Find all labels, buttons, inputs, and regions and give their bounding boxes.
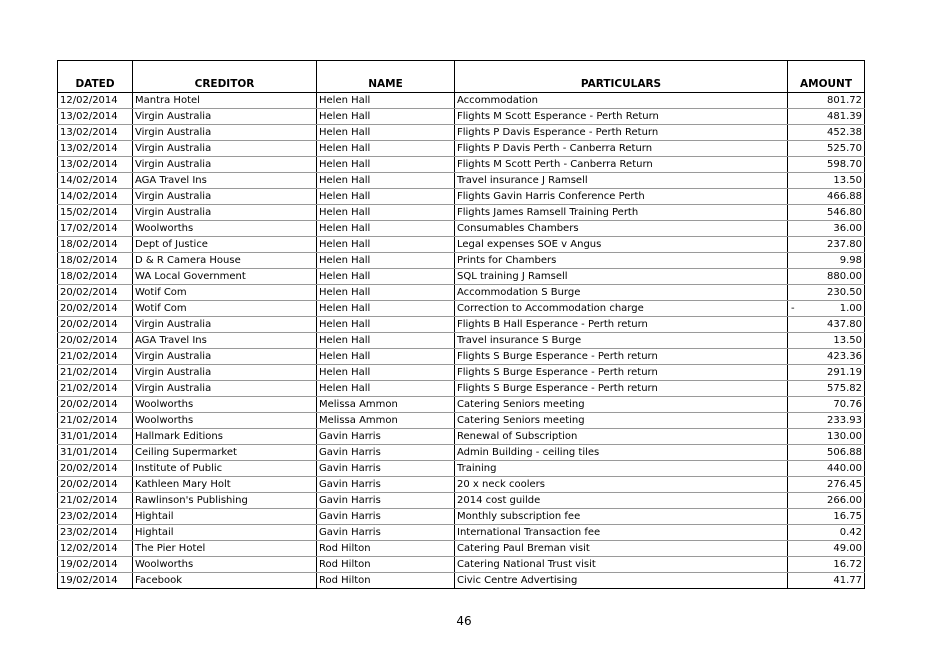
- cell-particulars: Flights S Burge Esperance - Perth return: [455, 349, 788, 365]
- creditor-payments-table: [57, 60, 865, 589]
- table-row: [58, 461, 865, 477]
- cell-name: Gavin Harris: [317, 429, 455, 445]
- cell-amount: [788, 461, 865, 477]
- cell-amount: [788, 525, 865, 541]
- table-row: [58, 285, 865, 301]
- amount-value: 16.72: [833, 559, 862, 570]
- cell-amount: [788, 285, 865, 301]
- cell-name: Rod Hilton: [317, 573, 455, 589]
- amount-value: 16.75: [833, 511, 862, 522]
- cell-dated: 12/02/2014: [58, 93, 133, 109]
- amount-value: 13.50: [833, 175, 862, 186]
- cell-name: Helen Hall: [317, 173, 455, 189]
- cell-particulars: Flights S Burge Esperance - Perth return: [455, 381, 788, 397]
- cell-name: Helen Hall: [317, 285, 455, 301]
- table-row: [58, 413, 865, 429]
- negative-sign: -: [791, 303, 795, 314]
- amount-value: 36.00: [833, 223, 862, 234]
- cell-name: Helen Hall: [317, 317, 455, 333]
- cell-name: Helen Hall: [317, 365, 455, 381]
- cell-creditor: Hallmark Editions: [133, 429, 317, 445]
- amount-value: 276.45: [827, 479, 862, 490]
- table-row: [58, 365, 865, 381]
- cell-dated: 20/02/2014: [58, 477, 133, 493]
- cell-name: Helen Hall: [317, 253, 455, 269]
- cell-amount: [788, 381, 865, 397]
- amount-value: 233.93: [827, 415, 862, 426]
- cell-name: Melissa Ammon: [317, 413, 455, 429]
- cell-amount: [788, 125, 865, 141]
- cell-amount: [788, 365, 865, 381]
- cell-creditor: Ceiling Supermarket: [133, 445, 317, 461]
- cell-particulars: Civic Centre Advertising: [455, 573, 788, 589]
- table-row: [58, 301, 865, 317]
- cell-dated: 19/02/2014: [58, 557, 133, 573]
- amount-value: 13.50: [833, 335, 862, 346]
- table-row: [58, 349, 865, 365]
- cell-creditor: AGA Travel Ins: [133, 333, 317, 349]
- cell-name: Helen Hall: [317, 109, 455, 125]
- cell-creditor: Virgin Australia: [133, 157, 317, 173]
- cell-creditor: Virgin Australia: [133, 381, 317, 397]
- cell-particulars: Monthly subscription fee: [455, 509, 788, 525]
- amount-value: 423.36: [827, 351, 862, 362]
- cell-particulars: Consumables Chambers: [455, 221, 788, 237]
- cell-creditor: Dept of Justice: [133, 237, 317, 253]
- cell-particulars: Accommodation: [455, 93, 788, 109]
- amount-value: 1.00: [839, 303, 862, 314]
- cell-amount: [788, 333, 865, 349]
- table-row: [58, 141, 865, 157]
- cell-particulars: Flights P Davis Perth - Canberra Return: [455, 141, 788, 157]
- cell-name: Helen Hall: [317, 189, 455, 205]
- table-row: [58, 189, 865, 205]
- cell-creditor: AGA Travel Ins: [133, 173, 317, 189]
- table-row: [58, 557, 865, 573]
- cell-dated: 20/02/2014: [58, 397, 133, 413]
- cell-particulars: Correction to Accommodation charge: [455, 301, 788, 317]
- cell-creditor: Virgin Australia: [133, 205, 317, 221]
- amount-value: 130.00: [827, 431, 862, 442]
- cell-particulars: 2014 cost guilde: [455, 493, 788, 509]
- cell-particulars: Prints for Chambers: [455, 253, 788, 269]
- column-header-dated: DATED: [58, 61, 133, 93]
- cell-dated: 13/02/2014: [58, 157, 133, 173]
- cell-name: Gavin Harris: [317, 525, 455, 541]
- cell-particulars: Legal expenses SOE v Angus: [455, 237, 788, 253]
- cell-name: Rod Hilton: [317, 541, 455, 557]
- cell-amount: [788, 205, 865, 221]
- cell-name: Helen Hall: [317, 157, 455, 173]
- cell-dated: 21/02/2014: [58, 381, 133, 397]
- cell-particulars: Flights B Hall Esperance - Perth return: [455, 317, 788, 333]
- amount-value: 230.50: [827, 287, 862, 298]
- cell-amount: [788, 445, 865, 461]
- cell-creditor: Facebook: [133, 573, 317, 589]
- cell-particulars: Flights P Davis Esperance - Perth Return: [455, 125, 788, 141]
- cell-dated: 14/02/2014: [58, 173, 133, 189]
- cell-amount: [788, 317, 865, 333]
- cell-creditor: Woolworths: [133, 557, 317, 573]
- cell-name: Melissa Ammon: [317, 397, 455, 413]
- amount-value: 452.38: [827, 127, 862, 138]
- cell-dated: 20/02/2014: [58, 333, 133, 349]
- table-header-row: [58, 61, 865, 93]
- cell-name: Rod Hilton: [317, 557, 455, 573]
- cell-creditor: D & R Camera House: [133, 253, 317, 269]
- cell-creditor: Virgin Australia: [133, 317, 317, 333]
- amount-value: 49.00: [833, 543, 862, 554]
- table-row: [58, 237, 865, 253]
- cell-dated: 12/02/2014: [58, 541, 133, 557]
- cell-creditor: Institute of Public: [133, 461, 317, 477]
- cell-dated: 21/02/2014: [58, 365, 133, 381]
- cell-creditor: Virgin Australia: [133, 349, 317, 365]
- cell-dated: 21/02/2014: [58, 349, 133, 365]
- amount-value: 466.88: [827, 191, 862, 202]
- cell-particulars: Catering Seniors meeting: [455, 413, 788, 429]
- table-row: [58, 477, 865, 493]
- amount-value: 575.82: [827, 383, 862, 394]
- cell-amount: [788, 157, 865, 173]
- cell-particulars: Catering Paul Breman visit: [455, 541, 788, 557]
- cell-dated: 18/02/2014: [58, 269, 133, 285]
- cell-amount: [788, 397, 865, 413]
- cell-particulars: Catering National Trust visit: [455, 557, 788, 573]
- cell-particulars: 20 x neck coolers: [455, 477, 788, 493]
- column-header-amount: AMOUNT: [788, 61, 865, 93]
- table-row: [58, 525, 865, 541]
- cell-dated: 13/02/2014: [58, 125, 133, 141]
- cell-name: Gavin Harris: [317, 493, 455, 509]
- cell-name: Helen Hall: [317, 237, 455, 253]
- cell-creditor: Virgin Australia: [133, 141, 317, 157]
- cell-particulars: Renewal of Subscription: [455, 429, 788, 445]
- cell-creditor: WA Local Government: [133, 269, 317, 285]
- amount-value: 0.42: [839, 527, 862, 538]
- cell-dated: 19/02/2014: [58, 573, 133, 589]
- cell-amount: [788, 173, 865, 189]
- cell-particulars: Flights S Burge Esperance - Perth return: [455, 365, 788, 381]
- cell-dated: 31/01/2014: [58, 429, 133, 445]
- cell-particulars: Catering Seniors meeting: [455, 397, 788, 413]
- table-row: [58, 205, 865, 221]
- amount-value: 70.76: [833, 399, 862, 410]
- cell-amount: [788, 301, 865, 317]
- amount-value: 41.77: [833, 575, 862, 586]
- amount-value: 440.00: [827, 463, 862, 474]
- cell-dated: 13/02/2014: [58, 141, 133, 157]
- amount-value: 266.00: [827, 495, 862, 506]
- cell-amount: [788, 429, 865, 445]
- cell-dated: 20/02/2014: [58, 317, 133, 333]
- cell-dated: 13/02/2014: [58, 109, 133, 125]
- cell-amount: [788, 109, 865, 125]
- cell-particulars: Training: [455, 461, 788, 477]
- table-row: [58, 333, 865, 349]
- cell-name: Gavin Harris: [317, 509, 455, 525]
- cell-name: Gavin Harris: [317, 461, 455, 477]
- table-row: [58, 445, 865, 461]
- cell-amount: [788, 253, 865, 269]
- cell-name: Helen Hall: [317, 93, 455, 109]
- cell-creditor: Woolworths: [133, 221, 317, 237]
- cell-dated: 18/02/2014: [58, 253, 133, 269]
- cell-dated: 15/02/2014: [58, 205, 133, 221]
- cell-name: Helen Hall: [317, 141, 455, 157]
- cell-creditor: Virgin Australia: [133, 109, 317, 125]
- cell-particulars: Travel insurance J Ramsell: [455, 173, 788, 189]
- cell-particulars: Admin Building - ceiling tiles: [455, 445, 788, 461]
- cell-amount: [788, 93, 865, 109]
- cell-amount: [788, 269, 865, 285]
- cell-particulars: Flights M Scott Esperance - Perth Return: [455, 109, 788, 125]
- table-row: [58, 269, 865, 285]
- table-row: [58, 157, 865, 173]
- cell-creditor: Woolworths: [133, 413, 317, 429]
- table-body: [58, 93, 865, 589]
- table-row: [58, 253, 865, 269]
- cell-dated: 23/02/2014: [58, 509, 133, 525]
- cell-amount: [788, 221, 865, 237]
- amount-value: 481.39: [827, 111, 862, 122]
- cell-dated: 20/02/2014: [58, 301, 133, 317]
- table-row: [58, 573, 865, 589]
- cell-dated: 14/02/2014: [58, 189, 133, 205]
- cell-name: Gavin Harris: [317, 477, 455, 493]
- cell-name: Helen Hall: [317, 125, 455, 141]
- cell-particulars: International Transaction fee: [455, 525, 788, 541]
- cell-creditor: Rawlinson's Publishing: [133, 493, 317, 509]
- cell-amount: [788, 509, 865, 525]
- amount-value: 291.19: [827, 367, 862, 378]
- cell-amount: [788, 573, 865, 589]
- cell-amount: [788, 349, 865, 365]
- cell-dated: 20/02/2014: [58, 461, 133, 477]
- cell-amount: [788, 189, 865, 205]
- cell-creditor: Mantra Hotel: [133, 93, 317, 109]
- cell-dated: 31/01/2014: [58, 445, 133, 461]
- cell-creditor: Wotif Com: [133, 285, 317, 301]
- table-row: [58, 493, 865, 509]
- cell-particulars: Flights Gavin Harris Conference Perth: [455, 189, 788, 205]
- cell-name: Gavin Harris: [317, 445, 455, 461]
- cell-creditor: Wotif Com: [133, 301, 317, 317]
- cell-creditor: Kathleen Mary Holt: [133, 477, 317, 493]
- cell-dated: 18/02/2014: [58, 237, 133, 253]
- cell-name: Helen Hall: [317, 221, 455, 237]
- cell-amount: [788, 477, 865, 493]
- amount-value: 9.98: [839, 255, 862, 266]
- cell-dated: 21/02/2014: [58, 493, 133, 509]
- cell-particulars: Accommodation S Burge: [455, 285, 788, 301]
- cell-name: Helen Hall: [317, 333, 455, 349]
- cell-creditor: Hightail: [133, 509, 317, 525]
- cell-dated: 21/02/2014: [58, 413, 133, 429]
- table-row: [58, 125, 865, 141]
- table-row: [58, 173, 865, 189]
- amount-value: 598.70: [827, 159, 862, 170]
- page-number: 46: [456, 614, 472, 628]
- cell-dated: 20/02/2014: [58, 285, 133, 301]
- cell-particulars: Travel insurance S Burge: [455, 333, 788, 349]
- amount-value: 237.80: [827, 239, 862, 250]
- cell-name: Helen Hall: [317, 301, 455, 317]
- cell-amount: [788, 541, 865, 557]
- table-row: [58, 221, 865, 237]
- cell-creditor: The Pier Hotel: [133, 541, 317, 557]
- amount-value: 801.72: [827, 95, 862, 106]
- cell-amount: [788, 493, 865, 509]
- table-row: [58, 93, 865, 109]
- amount-value: 506.88: [827, 447, 862, 458]
- table-row: [58, 541, 865, 557]
- cell-creditor: Virgin Australia: [133, 125, 317, 141]
- table-row: [58, 429, 865, 445]
- cell-creditor: Woolworths: [133, 397, 317, 413]
- cell-name: Helen Hall: [317, 269, 455, 285]
- table-row: [58, 109, 865, 125]
- cell-creditor: Virgin Australia: [133, 189, 317, 205]
- cell-name: Helen Hall: [317, 349, 455, 365]
- cell-amount: [788, 557, 865, 573]
- cell-creditor: Virgin Australia: [133, 365, 317, 381]
- cell-particulars: Flights M Scott Perth - Canberra Return: [455, 157, 788, 173]
- cell-particulars: SQL training J Ramsell: [455, 269, 788, 285]
- cell-amount: [788, 141, 865, 157]
- cell-dated: 17/02/2014: [58, 221, 133, 237]
- cell-amount: [788, 237, 865, 253]
- cell-creditor: Hightail: [133, 525, 317, 541]
- column-header-name: NAME: [317, 61, 455, 93]
- amount-value: 546.80: [827, 207, 862, 218]
- cell-particulars: Flights James Ramsell Training Perth: [455, 205, 788, 221]
- amount-value: 525.70: [827, 143, 862, 154]
- table-row: [58, 317, 865, 333]
- table-row: [58, 509, 865, 525]
- amount-value: 437.80: [827, 319, 862, 330]
- column-header-creditor: CREDITOR: [133, 61, 317, 93]
- amount-value: 880.00: [827, 271, 862, 282]
- column-header-particulars: PARTICULARS: [455, 61, 788, 93]
- cell-dated: 23/02/2014: [58, 525, 133, 541]
- cell-name: Helen Hall: [317, 381, 455, 397]
- cell-name: Helen Hall: [317, 205, 455, 221]
- table-row: [58, 397, 865, 413]
- cell-amount: [788, 413, 865, 429]
- table-row: [58, 381, 865, 397]
